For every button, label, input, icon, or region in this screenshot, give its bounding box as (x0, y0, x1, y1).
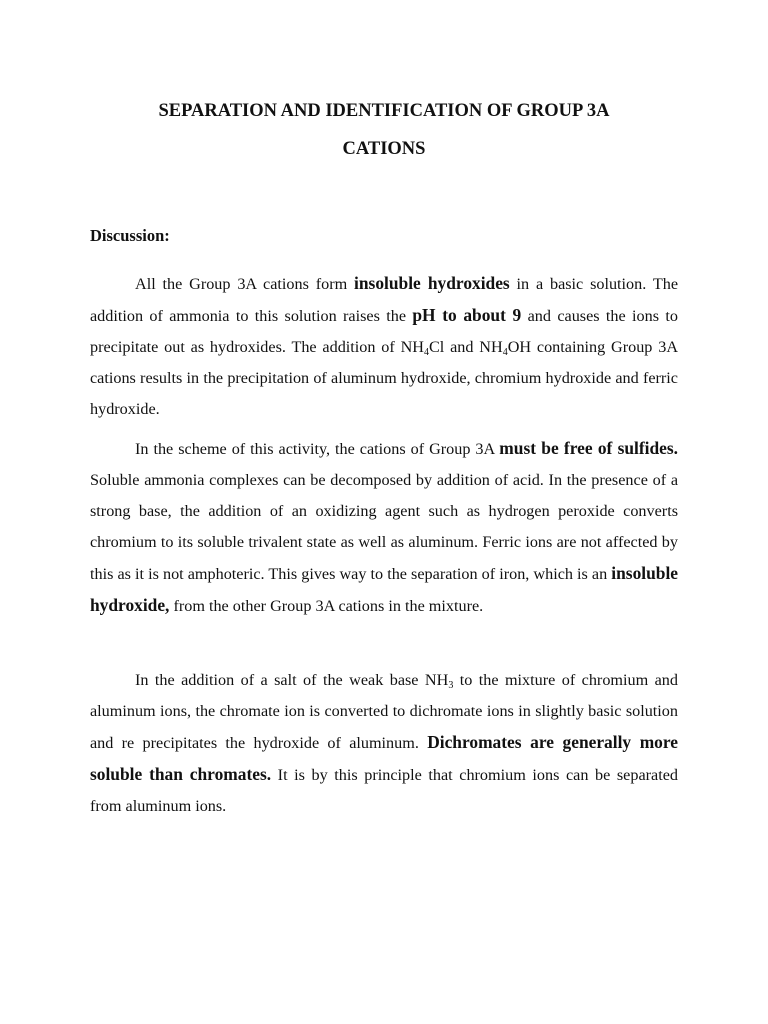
p1-bold-2: pH to about 9 (412, 305, 522, 325)
p3-subscript-1: 3 (448, 680, 454, 691)
p3-bold-1: Dichromates are generally more soluble than chromates. (90, 732, 679, 784)
p1-subscript-1: 4 (424, 347, 429, 358)
section-heading: Discussion: (90, 226, 170, 245)
p3-text-3: It is by this principle that chromium ions can be separated from aluminum ions. (90, 766, 678, 815)
p1-text-3: and causes the ions to precipitate out as hydroxides. The addition of NH (90, 307, 678, 356)
p3-text-1: In the addition of a salt of the weak base NH (135, 671, 449, 689)
p3-text-2: to the mixture of chromium and aluminum ions, the chromate ion is converted to dichromate ions in slightly basic solution and re precipitates the hydroxide of aluminum. (90, 671, 678, 752)
p2-bold-2: insoluble hydroxide, (90, 563, 678, 615)
p1-text-5: OH containing Group 3A cations results in the precipitation of aluminum hydroxide, chromium hydroxide and ferric hydroxide. (90, 338, 679, 418)
paragraph-2 (90, 433, 678, 622)
p1-text-4: Cl and NH (429, 338, 503, 356)
paragraph-3 (90, 665, 678, 822)
paragraph-1 (90, 268, 678, 425)
p2-text-2: Soluble ammonia complexes can be decomposed by addition of acid. In the presence of a strong base, the addition of an oxidizing agent such as hydrogen peroxide converts chromium to its soluble trivalent state as well as aluminum. Ferric ions are not affected by this as it is not amphoteric. This gives way to the separation of iron, which is an (90, 471, 678, 583)
p2-text-1: In the scheme of this activity, the cations of Group 3A (135, 440, 500, 458)
document-title (90, 92, 678, 168)
p2-bold-1: must be free of sulfides. (499, 438, 678, 458)
p2-text-3: from the other Group 3A cations in the mixture. (169, 597, 484, 615)
p1-bold-1: insoluble hydroxides (354, 273, 510, 293)
p1-subscript-2: 4 (502, 347, 508, 358)
title-line-2: CATIONS (342, 139, 426, 159)
p1-text-2: in a basic solution. The addition of ammonia to this solution raises the (90, 275, 679, 325)
p1-text-1: All the Group 3A cations form (135, 275, 355, 293)
title-line-1: SEPARATION AND IDENTIFICATION OF GROUP 3A (158, 101, 610, 121)
